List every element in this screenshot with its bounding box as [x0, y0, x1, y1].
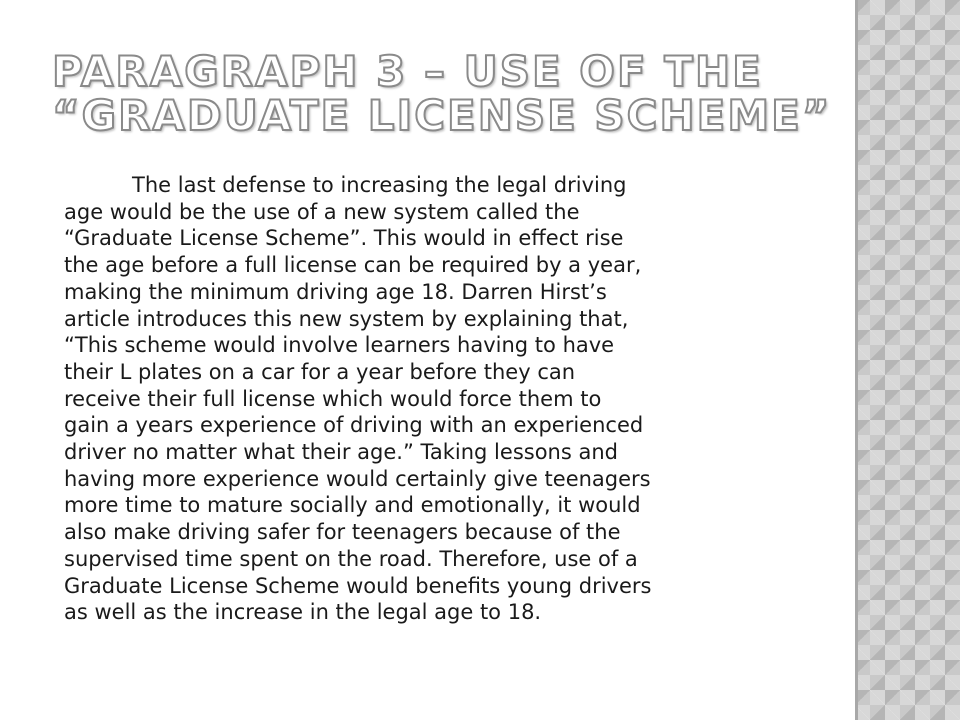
body-line: as well as the increase in the legal age to 18.: [64, 600, 542, 625]
body-line: “Graduate License Scheme”. This would in effect rise: [64, 226, 624, 251]
body-line: the age before a full license can be required by a year,: [64, 253, 642, 278]
body-line: receive their full license which would force them to: [64, 386, 602, 411]
body-line: gain a years experience of driving with an experienced: [64, 413, 644, 438]
body-line: article introduces this new system by explaining that,: [64, 306, 629, 331]
body-line: more time to mature socially and emotionally, it would: [64, 493, 641, 518]
slide-title-line-1: PARAGRAPH 3 – USE OF THE: [52, 47, 763, 96]
slide-title: [52, 47, 842, 140]
decorative-side-panel: [855, 0, 960, 720]
slide-title-line-2: “GRADUATE LICENSE SCHEME”: [52, 91, 832, 140]
body-line: The last defense to increasing the legal driving: [132, 173, 627, 197]
body-line: making the minimum driving age 18. Darren Hirst’s: [64, 279, 607, 304]
body-line: driver no matter what their age.” Taking lessons and: [64, 440, 618, 465]
body-line: age would be the use of a new system called the: [64, 199, 580, 224]
body-line: Graduate License Scheme would benefits young drivers: [64, 573, 652, 598]
body-line: their L plates on a car for a year before they can: [64, 359, 576, 384]
body-line: having more experience would certainly give teenagers: [64, 466, 651, 491]
slide-body-paragraph: [64, 172, 854, 626]
body-line: also make driving safer for teenagers because of the: [64, 520, 621, 545]
body-line: supervised time spent on the road. Therefore, use of a: [64, 546, 638, 571]
body-line: “This scheme would involve learners having to have: [64, 333, 615, 358]
